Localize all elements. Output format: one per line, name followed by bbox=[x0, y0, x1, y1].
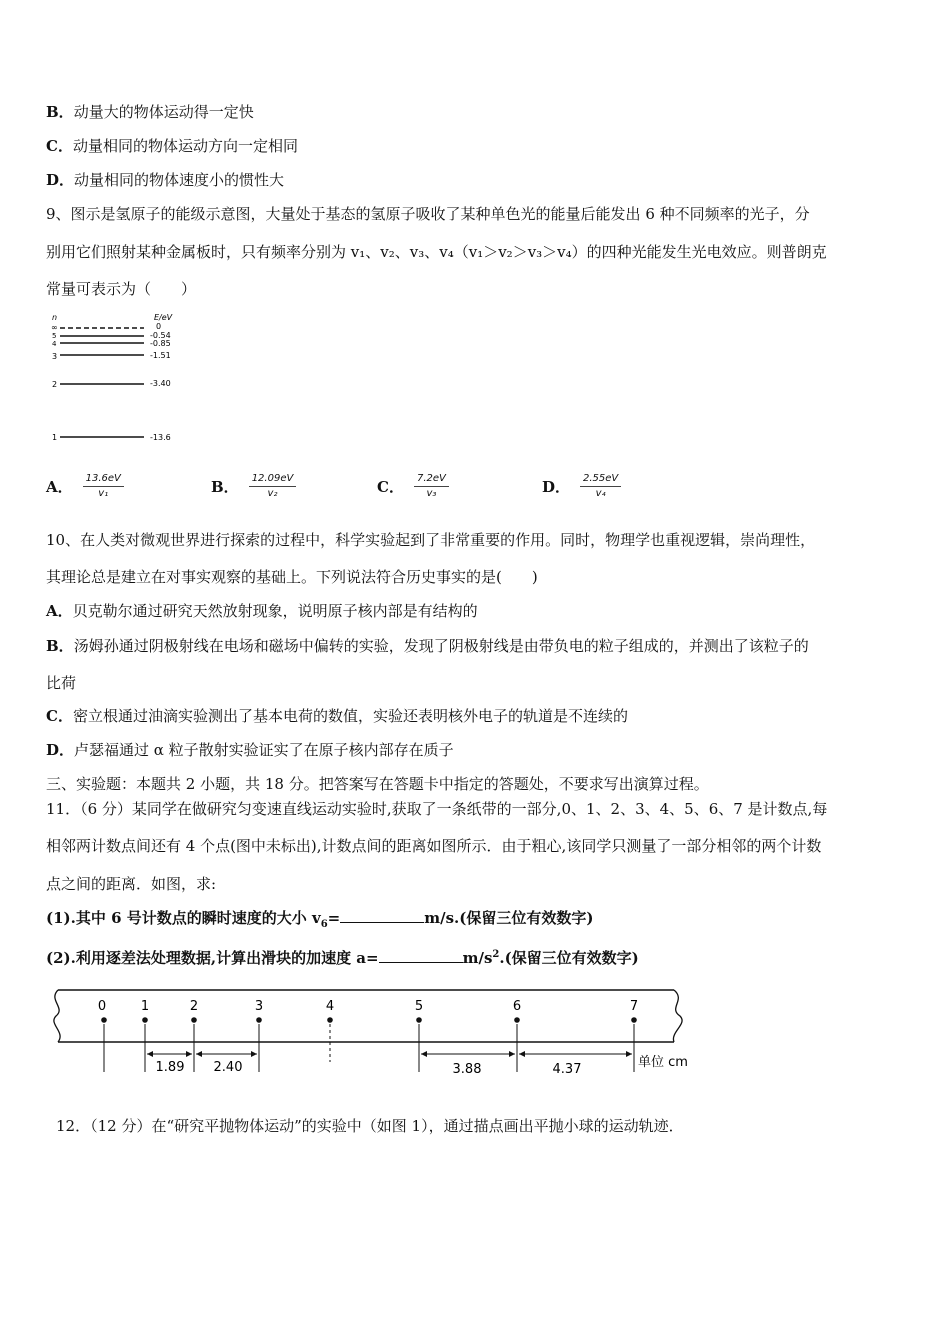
option-label: B． bbox=[46, 103, 74, 121]
q9-line-1: 9、图示是氢原子的能级示意图，大量处于基态的氢原子吸收了某种单色光的能量后能发出 6 种不同频率的光子，分 bbox=[46, 205, 810, 223]
dim-arrow bbox=[626, 1051, 632, 1057]
part2-superscript: 2 bbox=[492, 949, 500, 960]
q11-line-2: 相邻两计数点间还有 4 个点(图中未标出),计数点间的距离如图所示．由于粗心,该同学只测量了一部分相邻的两个计数 bbox=[46, 837, 822, 855]
option-text: 贝克勒尔通过研究天然放射现象，说明原子核内部是有结构的 bbox=[72, 602, 478, 620]
distance-label-5-6: 3.88 bbox=[452, 1062, 482, 1077]
q9-line-3: 常量可表示为（ ） bbox=[46, 280, 197, 298]
point-label-2: 2 bbox=[189, 999, 199, 1014]
option-text: 动量相同的物体速度小的惯性大 bbox=[74, 171, 285, 189]
q8-option-b bbox=[46, 102, 254, 122]
dim-arrow bbox=[147, 1051, 153, 1057]
part2-text-b: m/s bbox=[462, 949, 493, 967]
n-header: n bbox=[52, 313, 58, 322]
level-n-inf: ∞ bbox=[51, 323, 58, 332]
part1-subscript: 6 bbox=[320, 919, 328, 930]
count-point-0 bbox=[101, 1017, 107, 1023]
level-e-4: -0.85 bbox=[150, 339, 171, 348]
dim-arrow bbox=[509, 1051, 515, 1057]
section-3-heading: 三、实验题：本题共 2 小题，共 18 分。把答案写在答题卡中指定的答题处，不要求写出演算过程。 bbox=[46, 775, 709, 793]
choice-label: A． bbox=[46, 478, 73, 496]
q9-choice-d[interactable] bbox=[542, 472, 621, 501]
option-label: C． bbox=[46, 137, 73, 155]
option-label: A． bbox=[46, 602, 73, 620]
level-n-5: 5 bbox=[52, 332, 57, 340]
option-text: 动量相同的物体运动方向一定相同 bbox=[72, 137, 298, 155]
point-label-4: 4 bbox=[325, 999, 335, 1014]
tape-left-tear bbox=[54, 990, 60, 1042]
q10-option-d bbox=[46, 740, 454, 760]
fraction-numerator: 13.6eV bbox=[83, 472, 124, 487]
q10-option-a bbox=[46, 601, 478, 621]
energy-level-diagram bbox=[46, 310, 206, 450]
count-point-5 bbox=[416, 1017, 422, 1023]
q9-line-2: 别用它们照射某种金属板时，只有频率分别为 v₁、v₂、v₃、v₄（v₁＞v₂＞v₃＞v₄）的四种光能发生光电效应。则普朗克 bbox=[46, 243, 827, 261]
choice-label: C． bbox=[377, 478, 404, 496]
part1-text-c: m/s.(保留三位有效数字) bbox=[424, 909, 594, 927]
point-label-1: 1 bbox=[140, 999, 150, 1014]
point-label-3: 3 bbox=[254, 999, 264, 1014]
level-e-2: -3.40 bbox=[150, 379, 171, 388]
count-point-1 bbox=[142, 1017, 148, 1023]
choice-fraction bbox=[249, 472, 297, 501]
option-text: 汤姆孙通过阴极射线在电场和磁场中偏转的实验，发现了阴极射线是由带负电的粒子组成的，并测出了该粒子的 bbox=[73, 637, 809, 655]
choice-fraction bbox=[83, 472, 124, 501]
part1-text-b: = bbox=[327, 909, 341, 927]
level-n-2: 2 bbox=[52, 380, 58, 389]
choice-fraction bbox=[580, 472, 621, 501]
point-label-6: 6 bbox=[512, 999, 522, 1014]
part1-text-a: (1).其中 6 号计数点的瞬时速度的大小 v bbox=[46, 909, 321, 927]
fraction-denominator: v₁ bbox=[98, 488, 109, 499]
count-point-3 bbox=[256, 1017, 262, 1023]
level-n-3: 3 bbox=[52, 352, 58, 361]
q10-option-b bbox=[46, 636, 809, 656]
part2-text-a: (2).利用逐差法处理数据,计算出滑块的加速度 a= bbox=[46, 949, 379, 967]
dim-arrow bbox=[196, 1051, 202, 1057]
option-text: 动量大的物体运动得一定快 bbox=[73, 103, 254, 121]
option-text: 密立根通过油滴实验测出了基本电荷的数值，实验还表明核外电子的轨道是不连续的 bbox=[72, 707, 628, 725]
option-label: D． bbox=[46, 741, 75, 759]
choice-label: D． bbox=[542, 478, 571, 496]
unit-label: 单位 cm bbox=[638, 1055, 688, 1070]
q11-part-2 bbox=[46, 945, 639, 968]
fraction-numerator: 2.55eV bbox=[580, 472, 621, 487]
fraction-denominator: v₂ bbox=[267, 488, 278, 499]
e-header: E/eV bbox=[154, 313, 173, 322]
q10-line-1: 10、在人类对微观世界进行探索的过程中，科学实验起到了非常重要的作用。同时，物理学也重视逻辑，崇尚理性， bbox=[46, 531, 816, 549]
dim-arrow bbox=[519, 1051, 525, 1057]
level-n-1: 1 bbox=[52, 433, 58, 442]
count-point-4 bbox=[327, 1017, 333, 1023]
option-label: B． bbox=[46, 637, 74, 655]
distance-label-2-3: 2.40 bbox=[213, 1060, 243, 1075]
fraction-denominator: v₃ bbox=[426, 488, 437, 499]
q8-option-c bbox=[46, 136, 298, 156]
point-label-7: 7 bbox=[629, 999, 639, 1014]
dim-arrow bbox=[251, 1051, 257, 1057]
q10-option-b-cont: 比荷 bbox=[46, 674, 77, 692]
distance-label-6-7: 4.37 bbox=[552, 1062, 582, 1077]
level-e-5: -0.54 bbox=[150, 331, 171, 340]
distance-label-1-2: 1.89 bbox=[155, 1060, 185, 1075]
option-label: D． bbox=[46, 171, 75, 189]
fraction-denominator: v₄ bbox=[595, 488, 606, 499]
paper-tape-diagram bbox=[46, 982, 706, 1078]
q12-line-1: 12．（12 分）在“研究平抛物体运动”的实验中（如图 1），通过描点画出平抛小球的运动轨迹． bbox=[56, 1117, 684, 1135]
option-label: C． bbox=[46, 707, 73, 725]
dim-arrow bbox=[186, 1051, 192, 1057]
part2-text-c: .(保留三位有效数字) bbox=[499, 949, 639, 967]
fraction-numerator: 7.2eV bbox=[414, 472, 449, 487]
option-text: 卢瑟福通过 α 粒子散射实验证实了在原子核内部存在质子 bbox=[74, 741, 454, 759]
q11-line-1: 11．（6 分）某同学在做研究匀变速直线运动实验时,获取了一条纸带的一部分,0、1、2、3、4、5、6、7 是计数点,每 bbox=[46, 800, 828, 818]
level-e-inf: 0 bbox=[156, 322, 162, 331]
answer-blank-v6[interactable] bbox=[340, 908, 424, 923]
count-point-7 bbox=[631, 1017, 637, 1023]
tape-right-tear bbox=[673, 990, 682, 1042]
q9-choice-a[interactable] bbox=[46, 472, 124, 501]
point-label-5: 5 bbox=[414, 999, 424, 1014]
q10-line-2: 其理论总是建立在对事实观察的基础上。下列说法符合历史事实的是( ) bbox=[46, 568, 538, 586]
dim-arrow bbox=[421, 1051, 427, 1057]
level-n-4: 4 bbox=[52, 340, 57, 348]
q11-part-1 bbox=[46, 908, 593, 935]
level-e-1: -13.6 bbox=[150, 433, 171, 442]
answer-blank-accel[interactable] bbox=[379, 948, 463, 963]
count-point-6 bbox=[514, 1017, 520, 1023]
q8-option-d bbox=[46, 170, 284, 190]
count-point-2 bbox=[191, 1017, 197, 1023]
q9-choice-b[interactable] bbox=[211, 472, 296, 501]
q9-choice-c[interactable] bbox=[377, 472, 449, 501]
fraction-numerator: 12.09eV bbox=[249, 472, 297, 487]
choice-fraction bbox=[414, 472, 449, 501]
q11-line-3: 点之间的距离．如图，求: bbox=[46, 875, 217, 893]
q10-option-c bbox=[46, 706, 628, 726]
point-label-0: 0 bbox=[97, 999, 107, 1014]
level-e-3: -1.51 bbox=[150, 351, 171, 360]
choice-label: B． bbox=[211, 478, 239, 496]
